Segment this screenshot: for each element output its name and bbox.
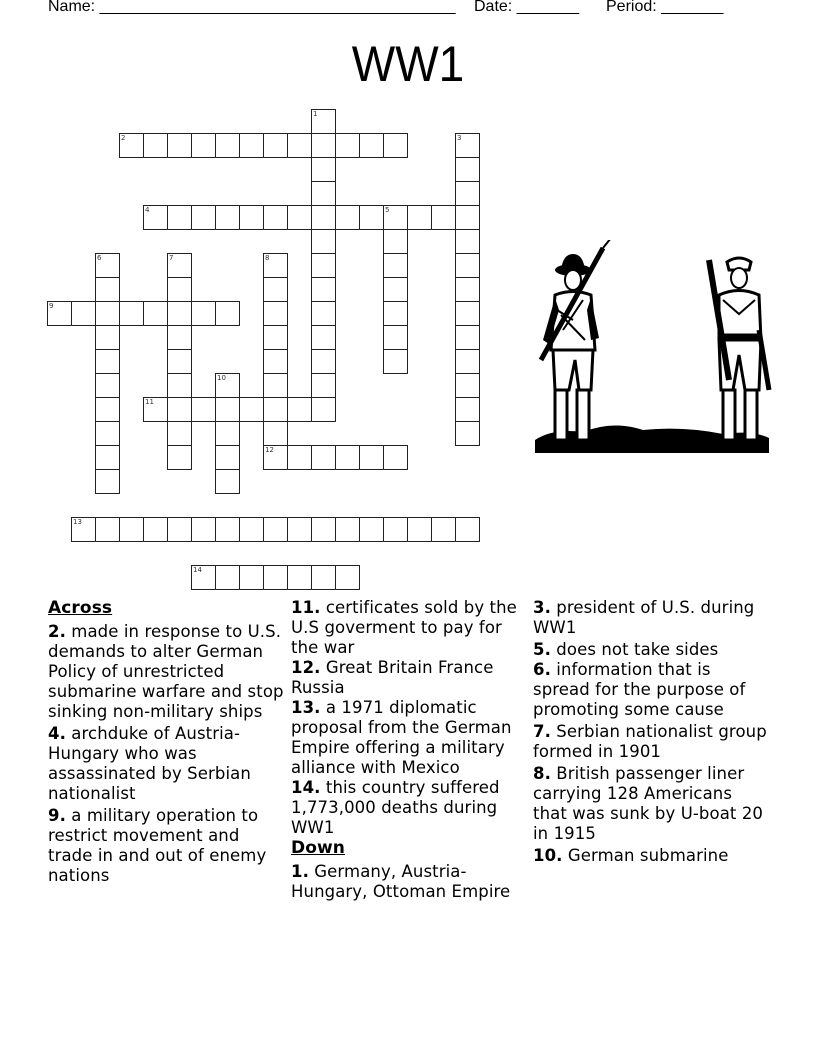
crossword-cell[interactable]	[383, 253, 408, 278]
crossword-cell[interactable]	[167, 349, 192, 374]
crossword-cell[interactable]	[95, 445, 120, 470]
crossword-cell[interactable]	[215, 133, 240, 158]
crossword-cell[interactable]	[287, 205, 312, 230]
crossword-cell[interactable]	[167, 277, 192, 302]
crossword-cell[interactable]	[455, 397, 480, 422]
clue-number: 2	[121, 134, 126, 142]
crossword-cell[interactable]	[239, 517, 264, 542]
crossword-cell[interactable]	[311, 253, 336, 278]
crossword-cell[interactable]	[167, 373, 192, 398]
crossword-cell[interactable]	[167, 397, 192, 422]
crossword-cell[interactable]	[311, 109, 336, 134]
crossword-cell[interactable]	[95, 397, 120, 422]
crossword-cell[interactable]	[311, 301, 336, 326]
crossword-cell[interactable]	[311, 349, 336, 374]
crossword-cell[interactable]	[359, 133, 384, 158]
crossword-cell[interactable]	[167, 517, 192, 542]
crossword-cell[interactable]	[215, 397, 240, 422]
crossword-cell[interactable]	[215, 205, 240, 230]
crossword-cell[interactable]	[455, 157, 480, 182]
crossword-cell[interactable]	[455, 373, 480, 398]
crossword-cell[interactable]	[215, 421, 240, 446]
clue-number: 11	[145, 398, 154, 406]
crossword-cell[interactable]	[167, 301, 192, 326]
crossword-cell[interactable]	[455, 517, 480, 542]
crossword-cell[interactable]	[95, 517, 120, 542]
crossword-cell[interactable]	[119, 133, 144, 158]
clues-column-3	[533, 598, 769, 868]
crossword-cell[interactable]	[383, 229, 408, 254]
clue-across-11: 11. certificates sold by the U.S goverment to pay for the war	[291, 598, 517, 657]
crossword-cell[interactable]	[167, 445, 192, 470]
clue-down-7: 7. Serbian nationalist group formed in 1901	[533, 722, 767, 761]
crossword-cell[interactable]	[311, 229, 336, 254]
crossword-cell[interactable]	[143, 133, 168, 158]
crossword-cell[interactable]	[263, 565, 288, 590]
crossword-cell[interactable]	[215, 517, 240, 542]
clue-number: 14	[193, 566, 202, 574]
across-heading: Across	[48, 598, 113, 618]
crossword-cell[interactable]	[359, 445, 384, 470]
clue-number: 9	[49, 302, 54, 310]
crossword-cell[interactable]	[263, 277, 288, 302]
crossword-cell[interactable]	[239, 205, 264, 230]
crossword-cell[interactable]	[335, 133, 360, 158]
crossword-cell[interactable]	[263, 253, 288, 278]
crossword-cell[interactable]	[263, 133, 288, 158]
crossword-cell[interactable]	[143, 397, 168, 422]
clue-number: 12	[265, 446, 274, 454]
crossword-cell[interactable]	[191, 397, 216, 422]
crossword-cell[interactable]	[119, 301, 144, 326]
crossword-cell[interactable]	[455, 325, 480, 350]
crossword-cell[interactable]	[143, 205, 168, 230]
clue-down-10: 10. German submarine	[533, 846, 729, 865]
crossword-cell[interactable]	[71, 301, 96, 326]
crossword-cell[interactable]	[191, 133, 216, 158]
crossword-cell[interactable]	[383, 517, 408, 542]
clue-across-13: 13. a 1971 diplomatic proposal from the German Empire offering a military alliance with Mexico	[291, 698, 512, 777]
crossword-cell[interactable]	[383, 349, 408, 374]
crossword-cell[interactable]	[455, 301, 480, 326]
crossword-grid	[48, 110, 480, 590]
crossword-cell[interactable]	[95, 469, 120, 494]
crossword-cell[interactable]	[455, 277, 480, 302]
crossword-cell[interactable]	[311, 325, 336, 350]
crossword-cell[interactable]	[287, 133, 312, 158]
crossword-cell[interactable]	[215, 565, 240, 590]
clue-number: 10	[217, 374, 226, 382]
crossword-cell[interactable]	[191, 565, 216, 590]
crossword-cell[interactable]	[335, 205, 360, 230]
crossword-cell[interactable]	[431, 517, 456, 542]
page-title: WW1	[351, 36, 465, 92]
crossword-cell[interactable]	[455, 133, 480, 158]
crossword-cell[interactable]	[335, 445, 360, 470]
crossword-cell[interactable]	[335, 517, 360, 542]
clue-number: 13	[73, 518, 82, 526]
crossword-cell[interactable]	[311, 565, 336, 590]
name-field[interactable]: Name: ________________________________________	[48, 0, 456, 15]
period-field[interactable]: Period: _______	[606, 0, 724, 15]
crossword-cell[interactable]	[263, 397, 288, 422]
worksheet-header	[0, 0, 816, 20]
crossword-cell[interactable]	[383, 445, 408, 470]
crossword-cell[interactable]	[95, 277, 120, 302]
clue-number: 4	[145, 206, 150, 214]
crossword-cell[interactable]	[263, 325, 288, 350]
crossword-cell[interactable]	[215, 373, 240, 398]
crossword-cell[interactable]	[95, 253, 120, 278]
crossword-cell[interactable]	[263, 349, 288, 374]
crossword-cell[interactable]	[47, 301, 72, 326]
crossword-cell[interactable]	[263, 445, 288, 470]
crossword-cell[interactable]	[431, 205, 456, 230]
clue-number: 8	[265, 254, 270, 262]
crossword-cell[interactable]	[383, 301, 408, 326]
down-heading: Down	[291, 838, 345, 858]
clue-down-3: 3. president of U.S. during WW1	[533, 598, 755, 637]
crossword-cell[interactable]	[191, 517, 216, 542]
crossword-cell[interactable]	[311, 397, 336, 422]
clue-across-4: 4. archduke of Austria-Hungary who was assassinated by Serbian nationalist	[48, 724, 251, 803]
crossword-cell[interactable]	[455, 229, 480, 254]
crossword-cell[interactable]	[167, 325, 192, 350]
crossword-cell[interactable]	[359, 205, 384, 230]
crossword-cell[interactable]	[383, 325, 408, 350]
crossword-cell[interactable]	[287, 397, 312, 422]
clue-number: 6	[97, 254, 102, 262]
crossword-cell[interactable]	[311, 205, 336, 230]
crossword-cell[interactable]	[191, 301, 216, 326]
crossword-cell[interactable]	[455, 421, 480, 446]
crossword-cell[interactable]	[311, 445, 336, 470]
crossword-cell[interactable]	[263, 373, 288, 398]
crossword-cell[interactable]	[287, 517, 312, 542]
crossword-cell[interactable]	[335, 565, 360, 590]
crossword-cell[interactable]	[455, 181, 480, 206]
crossword-cell[interactable]	[167, 421, 192, 446]
crossword-cell[interactable]	[239, 397, 264, 422]
crossword-cell[interactable]	[287, 565, 312, 590]
clue-down-5: 5. does not take sides	[533, 640, 719, 659]
crossword-cell[interactable]	[239, 133, 264, 158]
crossword-cell[interactable]	[455, 253, 480, 278]
crossword-cell[interactable]	[455, 349, 480, 374]
crossword-cell[interactable]	[167, 253, 192, 278]
crossword-cell[interactable]	[215, 445, 240, 470]
crossword-cell[interactable]	[383, 133, 408, 158]
crossword-cell[interactable]	[263, 421, 288, 446]
crossword-cell[interactable]	[95, 301, 120, 326]
clues-column-1	[48, 598, 284, 888]
clue-number: 7	[169, 254, 174, 262]
crossword-cell[interactable]	[71, 517, 96, 542]
crossword-cell[interactable]	[311, 373, 336, 398]
crossword-cell[interactable]	[167, 205, 192, 230]
crossword-cell[interactable]	[311, 133, 336, 158]
crossword-cell[interactable]	[407, 205, 432, 230]
crossword-cell[interactable]	[311, 181, 336, 206]
crossword-cell[interactable]	[311, 517, 336, 542]
crossword-cell[interactable]	[167, 133, 192, 158]
crossword-cell[interactable]	[263, 301, 288, 326]
crossword-cell[interactable]	[239, 565, 264, 590]
crossword-cell[interactable]	[263, 517, 288, 542]
crossword-cell[interactable]	[311, 277, 336, 302]
clue-down-6: 6. information that is spread for the purpose of promoting some cause	[533, 660, 746, 719]
crossword-cell[interactable]	[143, 301, 168, 326]
clue-across-9: 9. a military operation to restrict movement and trade in and out of enemy nations	[48, 806, 267, 885]
crossword-cell[interactable]	[95, 349, 120, 374]
crossword-cell[interactable]	[383, 277, 408, 302]
clue-number: 1	[313, 110, 318, 118]
crossword-cell[interactable]	[407, 517, 432, 542]
crossword-cell[interactable]	[95, 373, 120, 398]
crossword-cell[interactable]	[455, 205, 480, 230]
clue-number: 3	[457, 134, 462, 142]
crossword-cell[interactable]	[95, 421, 120, 446]
clue-across-12: 12. Great Britain France Russia	[291, 658, 494, 697]
crossword-cell[interactable]	[287, 445, 312, 470]
crossword-cell[interactable]	[263, 205, 288, 230]
crossword-cell[interactable]	[311, 157, 336, 182]
clue-across-2: 2. made in response to U.S. demands to alter German Policy of unrestricted submarine warfare and stop sinking non-military ships	[48, 622, 284, 721]
crossword-cell[interactable]	[95, 325, 120, 350]
crossword-cell[interactable]	[119, 517, 144, 542]
clues-column-2	[291, 598, 527, 904]
date-field[interactable]: Date: _______	[474, 0, 579, 15]
clue-across-14: 14. this country suffered 1,773,000 deaths during WW1	[291, 778, 500, 837]
crossword-cell[interactable]	[383, 205, 408, 230]
clue-down-1: 1. Germany, Austria-Hungary, Ottoman Empire	[291, 862, 511, 901]
soldier-sailor-illustration	[533, 240, 773, 460]
crossword-cell[interactable]	[191, 205, 216, 230]
crossword-cell[interactable]	[143, 517, 168, 542]
clue-down-8: 8. British passenger liner carrying 128 Americans that was sunk by U-boat 20 in 1915	[533, 764, 764, 843]
crossword-cell[interactable]	[215, 301, 240, 326]
crossword-cell[interactable]	[215, 469, 240, 494]
crossword-cell[interactable]	[359, 517, 384, 542]
clue-number: 5	[385, 206, 390, 214]
